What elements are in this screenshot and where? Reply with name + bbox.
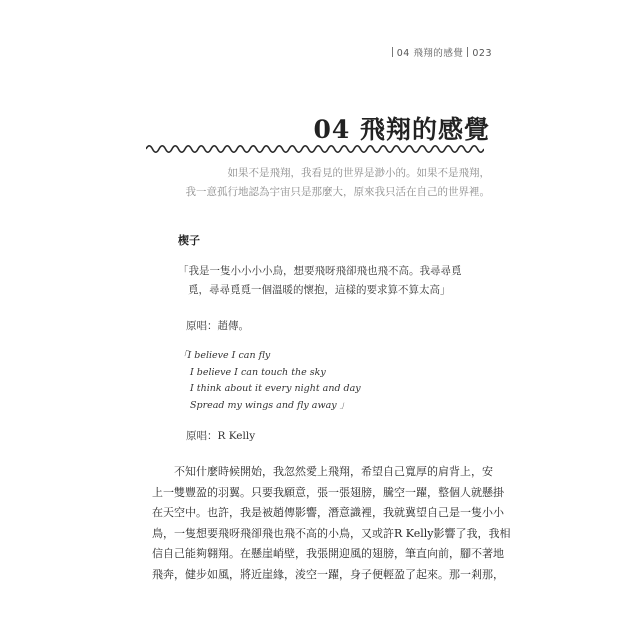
wave-divider [146,142,484,156]
lyric-english [178,348,361,414]
header-chapter-ref: 04 飛翔的感覺 [396,48,464,59]
credit-chinese: 原唱：趙傳。 [186,320,249,332]
body-paragraph [152,462,511,586]
lyric-cn-line: 「我是一隻小小小小鳥，想要飛呀飛卻飛也飛不高。我尋尋覓 [178,265,462,277]
body-line: 不知什麼時候開始，我忽然愛上飛翔，希望自己寬厚的肩背上，安 [174,465,493,478]
epigraph [130,164,490,202]
body-line: 信自己能夠翱翔。在懸崖峭壁，我張開迎風的翅膀，筆直向前，腳不著地 [152,547,504,561]
header-divider-left [392,47,393,57]
body-line: 上一雙豐盈的羽翼。只要我願意，張一張翅膀，騰空一躍，整個人就懸掛 [152,485,504,499]
header-page-number: 023 [472,48,492,59]
body-line: 飛奔，健步如風，將近崖緣，淩空一躍，身子便輕盈了起來。那一剎那， [152,567,504,581]
header-divider-right [467,47,468,57]
running-header [388,45,492,59]
lyric-en-line: I believe I can touch the sky [190,366,326,378]
lyric-en-line: I think about it every night and day [190,383,361,394]
lyric-en-line: Spread my wings and fly away 」 [190,399,350,411]
lyric-cn-line: 覓，尋尋覓覓一個溫暖的懷抱，這樣的要求算不算太高」 [188,284,451,296]
lyric-en-line: 「I believe I can fly [178,350,271,361]
lyric-chinese [178,262,498,300]
body-line: 在天空中。也許，我是被趙傳影響，潛意識裡，我就冀望自己是一隻小小 [152,506,504,520]
body-line: 鳥，一隻想要飛呀飛卻飛也飛不高的小鳥，又或許R Kelly影響了我，我相 [152,526,511,540]
prelude-label: 楔子 [178,234,200,247]
epigraph-line: 如果不是飛翔，我看見的世界是渺小的。如果不是飛翔， [227,167,490,179]
credit-english: 原唱：R Kelly [186,430,256,442]
chapter-title: 04 飛翔的感覺 [313,115,490,144]
epigraph-line: 我一意孤行地認為宇宙只是那麼大，原來我只活在自己的世界裡。 [185,186,490,198]
